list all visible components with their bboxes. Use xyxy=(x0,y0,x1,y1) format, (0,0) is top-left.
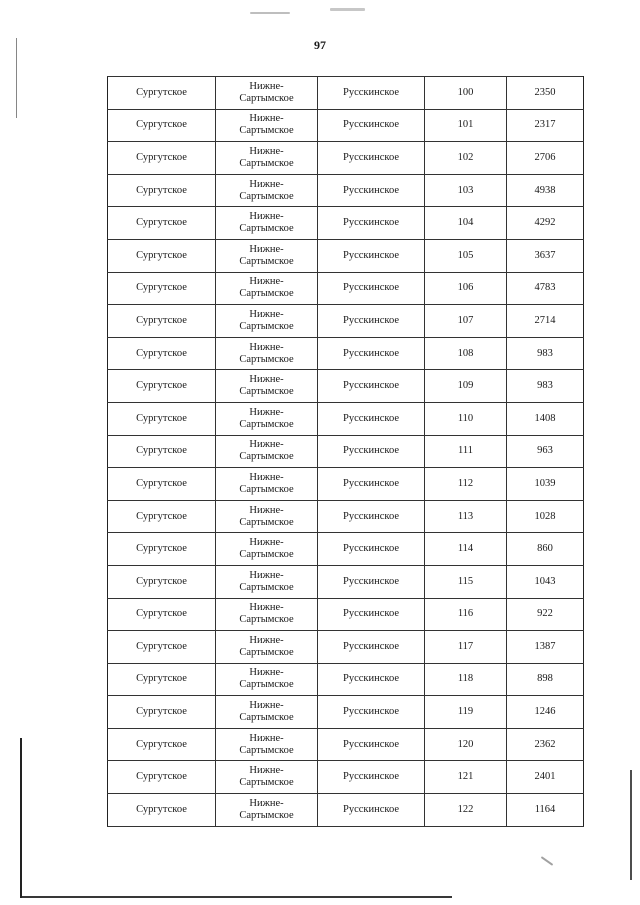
block-number-cell: 103 xyxy=(425,174,507,207)
forest-blocks-table xyxy=(107,76,584,827)
table-row xyxy=(108,631,584,664)
block-number-cell: 104 xyxy=(425,207,507,240)
subdistrict-line-bottom: Сартымское xyxy=(239,809,294,821)
tract-cell: Русскинское xyxy=(318,337,425,370)
subdistrict-line-bottom: Сартымское xyxy=(239,744,294,756)
subdistrict-line-bottom: Сартымское xyxy=(239,418,294,430)
table-row xyxy=(108,142,584,175)
subdistrict-line-top: Нижне- xyxy=(249,341,284,353)
block-number-cell: 121 xyxy=(425,761,507,794)
subdistrict-line-top: Нижне- xyxy=(249,211,284,223)
block-number-cell: 101 xyxy=(425,109,507,142)
subdistrict-line-bottom: Сартымское xyxy=(239,646,294,658)
area-cell: 4783 xyxy=(507,272,584,305)
subdistrict-cell xyxy=(216,272,318,305)
subdistrict-cell xyxy=(216,109,318,142)
subdistrict-line-bottom: Сартымское xyxy=(239,223,294,235)
scan-speck xyxy=(330,8,365,11)
district-cell: Сургутское xyxy=(108,696,216,729)
area-cell: 2350 xyxy=(507,77,584,110)
tract-cell: Русскинское xyxy=(318,109,425,142)
table-row xyxy=(108,272,584,305)
district-cell: Сургутское xyxy=(108,109,216,142)
block-number-cell: 114 xyxy=(425,533,507,566)
subdistrict-line-bottom: Сартымское xyxy=(239,125,294,137)
tract-cell: Русскинское xyxy=(318,305,425,338)
subdistrict-line-top: Нижне- xyxy=(249,700,284,712)
scan-speck xyxy=(250,12,290,14)
district-cell: Сургутское xyxy=(108,631,216,664)
subdistrict-cell xyxy=(216,77,318,110)
district-cell: Сургутское xyxy=(108,142,216,175)
subdistrict-line-top: Нижне- xyxy=(249,145,284,157)
district-cell: Сургутское xyxy=(108,402,216,435)
subdistrict-line-bottom: Сартымское xyxy=(239,516,294,528)
subdistrict-cell xyxy=(216,500,318,533)
subdistrict-cell xyxy=(216,207,318,240)
district-cell: Сургутское xyxy=(108,207,216,240)
table-row xyxy=(108,402,584,435)
block-number-cell: 118 xyxy=(425,663,507,696)
area-cell: 2401 xyxy=(507,761,584,794)
subdistrict-line-bottom: Сартымское xyxy=(239,190,294,202)
block-number-cell: 116 xyxy=(425,598,507,631)
district-cell: Сургутское xyxy=(108,435,216,468)
tract-cell: Русскинское xyxy=(318,239,425,272)
subdistrict-line-bottom: Сартымское xyxy=(239,549,294,561)
subdistrict-line-top: Нижне- xyxy=(249,765,284,777)
area-cell: 4938 xyxy=(507,174,584,207)
area-cell: 860 xyxy=(507,533,584,566)
table-row xyxy=(108,239,584,272)
block-number-cell: 105 xyxy=(425,239,507,272)
table-row xyxy=(108,533,584,566)
subdistrict-line-top: Нижне- xyxy=(249,178,284,190)
tract-cell: Русскинское xyxy=(318,142,425,175)
subdistrict-line-bottom: Сартымское xyxy=(239,712,294,724)
block-number-cell: 119 xyxy=(425,696,507,729)
block-number-cell: 115 xyxy=(425,565,507,598)
area-cell: 898 xyxy=(507,663,584,696)
table-row xyxy=(108,565,584,598)
subdistrict-cell xyxy=(216,337,318,370)
area-cell: 1164 xyxy=(507,794,584,827)
tract-cell: Русскинское xyxy=(318,207,425,240)
district-cell: Сургутское xyxy=(108,337,216,370)
subdistrict-line-bottom: Сартымское xyxy=(239,353,294,365)
area-cell: 1246 xyxy=(507,696,584,729)
block-number-cell: 108 xyxy=(425,337,507,370)
subdistrict-line-bottom: Сартымское xyxy=(239,614,294,626)
table-row xyxy=(108,468,584,501)
tract-cell: Русскинское xyxy=(318,77,425,110)
subdistrict-line-top: Нижне- xyxy=(249,80,284,92)
subdistrict-line-top: Нижне- xyxy=(249,439,284,451)
district-cell: Сургутское xyxy=(108,77,216,110)
tract-cell: Русскинское xyxy=(318,696,425,729)
subdistrict-line-bottom: Сартымское xyxy=(239,451,294,463)
subdistrict-cell xyxy=(216,794,318,827)
district-cell: Сургутское xyxy=(108,565,216,598)
tract-cell: Русскинское xyxy=(318,402,425,435)
table-row xyxy=(108,728,584,761)
table-row xyxy=(108,174,584,207)
subdistrict-cell xyxy=(216,663,318,696)
district-cell: Сургутское xyxy=(108,239,216,272)
subdistrict-cell xyxy=(216,142,318,175)
subdistrict-cell xyxy=(216,631,318,664)
subdistrict-line-top: Нижне- xyxy=(249,113,284,125)
subdistrict-line-top: Нижне- xyxy=(249,732,284,744)
district-cell: Сургутское xyxy=(108,728,216,761)
subdistrict-cell xyxy=(216,696,318,729)
table-row xyxy=(108,305,584,338)
table-row xyxy=(108,598,584,631)
scan-edge-mark xyxy=(630,770,632,880)
subdistrict-cell xyxy=(216,174,318,207)
subdistrict-line-bottom: Сартымское xyxy=(239,483,294,495)
subdistrict-line-top: Нижне- xyxy=(249,797,284,809)
tract-cell: Русскинское xyxy=(318,565,425,598)
table-body xyxy=(108,77,584,827)
block-number-cell: 122 xyxy=(425,794,507,827)
subdistrict-line-top: Нижне- xyxy=(249,569,284,581)
tract-cell: Русскинское xyxy=(318,435,425,468)
block-number-cell: 102 xyxy=(425,142,507,175)
subdistrict-cell xyxy=(216,761,318,794)
subdistrict-cell xyxy=(216,239,318,272)
tract-cell: Русскинское xyxy=(318,468,425,501)
district-cell: Сургутское xyxy=(108,794,216,827)
subdistrict-cell xyxy=(216,533,318,566)
subdistrict-cell xyxy=(216,435,318,468)
subdistrict-line-top: Нижне- xyxy=(249,308,284,320)
subdistrict-cell xyxy=(216,305,318,338)
district-cell: Сургутское xyxy=(108,305,216,338)
district-cell: Сургутское xyxy=(108,533,216,566)
table-row xyxy=(108,696,584,729)
block-number-cell: 109 xyxy=(425,370,507,403)
district-cell: Сургутское xyxy=(108,468,216,501)
table-row xyxy=(108,663,584,696)
table-row xyxy=(108,761,584,794)
table-row xyxy=(108,337,584,370)
district-cell: Сургутское xyxy=(108,598,216,631)
table-row xyxy=(108,500,584,533)
subdistrict-line-bottom: Сартымское xyxy=(239,679,294,691)
area-cell: 963 xyxy=(507,435,584,468)
subdistrict-cell xyxy=(216,402,318,435)
tract-cell: Русскинское xyxy=(318,663,425,696)
subdistrict-line-bottom: Сартымское xyxy=(239,255,294,267)
block-number-cell: 106 xyxy=(425,272,507,305)
subdistrict-line-top: Нижне- xyxy=(249,504,284,516)
tract-cell: Русскинское xyxy=(318,533,425,566)
subdistrict-line-bottom: Сартымское xyxy=(239,92,294,104)
block-number-cell: 113 xyxy=(425,500,507,533)
district-cell: Сургутское xyxy=(108,500,216,533)
tract-cell: Русскинское xyxy=(318,761,425,794)
subdistrict-cell xyxy=(216,598,318,631)
area-cell: 1039 xyxy=(507,468,584,501)
table-row xyxy=(108,370,584,403)
scan-speck xyxy=(541,856,554,866)
tract-cell: Русскинское xyxy=(318,500,425,533)
subdistrict-cell xyxy=(216,468,318,501)
table-row xyxy=(108,77,584,110)
subdistrict-line-top: Нижне- xyxy=(249,276,284,288)
subdistrict-cell xyxy=(216,370,318,403)
subdistrict-line-top: Нижне- xyxy=(249,406,284,418)
table-row xyxy=(108,435,584,468)
subdistrict-cell xyxy=(216,565,318,598)
block-number-cell: 117 xyxy=(425,631,507,664)
area-cell: 1387 xyxy=(507,631,584,664)
district-cell: Сургутское xyxy=(108,174,216,207)
table-row xyxy=(108,207,584,240)
tract-cell: Русскинское xyxy=(318,272,425,305)
subdistrict-cell xyxy=(216,728,318,761)
subdistrict-line-top: Нижне- xyxy=(249,602,284,614)
area-cell: 1028 xyxy=(507,500,584,533)
tract-cell: Русскинское xyxy=(318,631,425,664)
tract-cell: Русскинское xyxy=(318,174,425,207)
tract-cell: Русскинское xyxy=(318,370,425,403)
subdistrict-line-top: Нижне- xyxy=(249,667,284,679)
block-number-cell: 112 xyxy=(425,468,507,501)
subdistrict-line-bottom: Сартымское xyxy=(239,777,294,789)
district-cell: Сургутское xyxy=(108,761,216,794)
block-number-cell: 107 xyxy=(425,305,507,338)
subdistrict-line-top: Нижне- xyxy=(249,374,284,386)
subdistrict-line-bottom: Сартымское xyxy=(239,581,294,593)
area-cell: 922 xyxy=(507,598,584,631)
block-number-cell: 111 xyxy=(425,435,507,468)
subdistrict-line-top: Нижне- xyxy=(249,243,284,255)
area-cell: 983 xyxy=(507,370,584,403)
area-cell: 1043 xyxy=(507,565,584,598)
page-number: 97 xyxy=(314,38,326,52)
area-cell: 983 xyxy=(507,337,584,370)
area-cell: 4292 xyxy=(507,207,584,240)
subdistrict-line-bottom: Сартымское xyxy=(239,320,294,332)
tract-cell: Русскинское xyxy=(318,728,425,761)
area-cell: 2317 xyxy=(507,109,584,142)
subdistrict-line-bottom: Сартымское xyxy=(239,157,294,169)
area-cell: 2362 xyxy=(507,728,584,761)
area-cell: 2714 xyxy=(507,305,584,338)
area-cell: 3637 xyxy=(507,239,584,272)
district-cell: Сургутское xyxy=(108,272,216,305)
table-row xyxy=(108,794,584,827)
district-cell: Сургутское xyxy=(108,663,216,696)
district-cell: Сургутское xyxy=(108,370,216,403)
tract-cell: Русскинское xyxy=(318,598,425,631)
tract-cell: Русскинское xyxy=(318,794,425,827)
subdistrict-line-bottom: Сартымское xyxy=(239,288,294,300)
area-cell: 1408 xyxy=(507,402,584,435)
block-number-cell: 100 xyxy=(425,77,507,110)
subdistrict-line-top: Нижне- xyxy=(249,537,284,549)
block-number-cell: 110 xyxy=(425,402,507,435)
subdistrict-line-top: Нижне- xyxy=(249,634,284,646)
area-cell: 2706 xyxy=(507,142,584,175)
subdistrict-line-bottom: Сартымское xyxy=(239,386,294,398)
scan-edge-mark xyxy=(22,896,452,898)
table-row xyxy=(108,109,584,142)
subdistrict-line-top: Нижне- xyxy=(249,471,284,483)
scan-edge-mark xyxy=(20,738,22,898)
block-number-cell: 120 xyxy=(425,728,507,761)
